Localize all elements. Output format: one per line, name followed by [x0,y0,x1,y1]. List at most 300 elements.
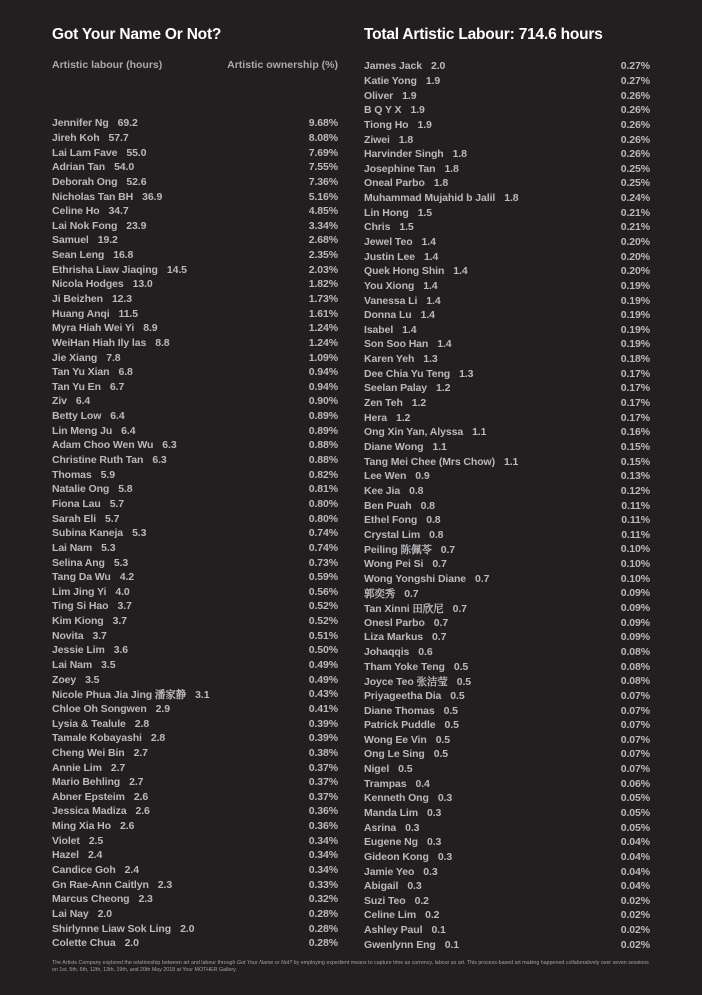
contributor-name: Celine Ho [52,205,100,218]
ownership-percent: 7.36% [308,175,338,188]
ownership-percent: 0.27% [620,60,650,73]
labour-hours: 5.8 [118,483,133,496]
labour-hours: 3.5 [101,659,116,672]
contributor-name: Lai Nok Fong [52,219,118,232]
contributor-row [364,732,650,747]
labour-hours: 0.7 [433,616,449,629]
ownership-percent: 0.08% [620,660,650,673]
labour-hours: 2.0 [97,907,112,920]
contributor-label [52,147,146,159]
contributor-label [52,644,128,656]
labour-hours: 1.4 [437,338,452,351]
contributor-name: Ong Le Sing [364,748,425,761]
labour-hours: 6.4 [75,395,91,408]
ownership-percent: 0.08% [620,645,650,658]
contributor-label [52,220,146,232]
contributor-label [364,674,471,689]
labour-hours: 19.2 [97,234,118,247]
contributor-name: Lim Jing Yi [52,585,107,598]
contributor-row [364,557,650,572]
ownership-percent: 0.10% [620,543,650,556]
labour-hours: 0.3 [407,880,422,893]
contributor-row [364,645,650,660]
contributor-name: Sean Leng [52,249,105,262]
contributor-row [364,103,650,118]
contributor-label [364,295,441,307]
contributor-name: Muhammad Mujahid b Jalil [364,192,496,205]
contributor-label [364,851,452,863]
labour-hours: 0.3 [423,865,438,878]
contributor-row [364,469,650,484]
labour-hours: 0.3 [437,850,453,863]
labour-hours: 0.5 [450,689,465,702]
contributor-label [364,441,447,453]
ownership-percent: 0.09% [620,587,650,600]
contributor-label [52,337,170,349]
contributor-row [52,789,338,804]
contributor-label [52,718,149,730]
ownership-percent: 0.36% [308,820,338,833]
contributor-name: Tang Mei Chee (Mrs Chow) [364,455,495,468]
contributor-label [364,836,441,848]
contributor-name: Subina Kaneja [52,527,124,540]
contributor-label [52,776,143,788]
contributor-name: Ming Xia Ho [52,820,111,833]
ownership-percent: 0.32% [308,893,338,906]
labour-hours: 2.7 [110,761,126,774]
contributor-name: Annie Lim [52,761,102,774]
contributor-label [364,60,445,72]
contributor-name: Lai Lam Fave [52,146,118,159]
contributor-row [364,820,650,835]
contributor-name: Gideon Kong [364,850,429,863]
contributor-label [364,221,414,233]
contributor-name: Isabel [364,323,394,336]
contributor-name: Harvinder Singh [364,148,444,161]
contributor-row [52,526,338,541]
contributor-name: Thomas [52,468,92,481]
contributor-row [52,438,338,453]
contributor-name: Son Soo Han [364,338,429,351]
ownership-percent: 8.08% [308,131,338,144]
contributor-name: Seelan Palay [364,382,428,395]
labour-hours: 0.7 [432,558,447,571]
total-labour-title: Total Artistic Labour: 714.6 hours [364,26,603,43]
ownership-percent: 1.82% [308,278,338,291]
contributor-row [364,542,650,557]
ownership-percent: 0.26% [620,118,650,131]
contributor-label [52,469,115,481]
contributor-name: Vanessa Li [364,294,418,307]
contributor-label [52,879,172,891]
ownership-percent: 0.34% [308,863,338,876]
contributor-row [364,484,650,499]
labour-hours: 0.1 [444,938,460,951]
contributor-row [52,204,338,219]
contributor-row [364,161,650,176]
contributor-row [364,615,650,630]
labour-hours: 1.8 [444,162,459,175]
contributor-row [52,892,338,907]
labour-hours: 0.5 [433,748,449,761]
contributor-row [364,835,650,850]
labour-hours: 3.7 [117,600,132,613]
ownership-percent: 0.04% [620,836,650,849]
contributor-label [364,324,416,336]
contributor-row [52,409,338,424]
contributor-label [364,542,455,557]
contributor-name: Hazel [52,849,79,862]
contributor-label [52,176,146,188]
ownership-percent: 0.19% [620,309,650,322]
contributor-row [364,894,650,909]
ownership-percent: 0.81% [308,483,338,496]
labour-hours: 2.0 [124,937,139,950]
contributor-row [364,74,650,89]
labour-hours: 34.7 [108,205,129,218]
labour-hours: 8.9 [143,322,158,335]
footer-note [52,960,652,973]
ownership-percent: 0.10% [620,558,650,571]
labour-hours: 6.4 [110,410,125,423]
contributor-label [364,792,452,804]
contributor-name: Ethel Fong [364,514,418,527]
contributor-label [364,866,438,878]
ownership-percent: 0.19% [620,323,650,336]
labour-hours: 1.3 [423,353,438,366]
contributor-name: Chris [364,221,391,234]
labour-hours: 6.3 [162,439,177,452]
contributor-name: B Q Y X [364,104,402,117]
contributor-row [52,760,338,775]
contributor-row [364,718,650,733]
contributor-row [52,936,338,951]
labour-hours: 57.7 [108,131,129,144]
contributor-label [52,849,102,861]
ownership-percent: 0.16% [620,426,650,439]
contributor-row [52,160,338,175]
contributor-row [52,863,338,878]
ownership-percent: 2.03% [308,263,338,276]
contributor-row [364,366,650,381]
contributor-row [364,806,650,821]
contributor-name: Lin Hong [364,206,409,219]
ownership-percent: 0.36% [308,805,338,818]
labour-hours: 0.3 [437,792,453,805]
contributor-label [52,161,134,173]
contributor-label [52,805,150,817]
labour-hours: 1.4 [421,236,436,248]
contributor-name: Diane Wong [364,440,424,453]
contributor-row [52,907,338,922]
contributor-name: Jie Xiang [52,351,98,364]
labour-hours: 1.1 [472,426,487,439]
contributor-row [364,118,650,133]
ownership-percent: 0.49% [308,659,338,672]
labour-hours: 1.3 [459,367,474,380]
labour-hours: 0.7 [404,587,419,600]
contributor-name: Marcus Cheong [52,893,130,906]
ownership-percent: 0.20% [620,236,650,248]
contributor-row [364,88,650,103]
contributor-row [52,292,338,307]
contributor-name: Chloe Oh Songwen [52,702,147,715]
contributor-row [52,511,338,526]
ownership-percent: 0.19% [620,279,650,292]
contributor-label [364,353,438,365]
contributor-name: Mario Behling [52,776,121,789]
contributor-label [52,293,132,305]
ownership-percent: 0.56% [308,585,338,598]
labour-hours: 14.5 [166,263,187,276]
contributor-row [364,337,650,352]
contributor-name: Eugene Ng [364,836,418,849]
ownership-percent: 0.07% [620,689,650,702]
labour-hours: 1.8 [433,177,449,190]
contributor-name: Lai Nay [52,907,89,920]
labour-hours: 1.9 [410,104,425,117]
contributor-name: Katie Yong [364,74,417,87]
contributor-name: Suzi Teo [364,894,406,907]
ownership-percent: 0.88% [308,454,338,467]
contributor-label [52,835,103,847]
contributor-label [52,615,127,627]
labour-hours: 1.2 [436,382,451,395]
contributor-label [52,249,133,261]
labour-hours: 6.8 [118,366,133,379]
ownership-percent: 0.37% [308,761,338,774]
contributor-label [52,908,112,920]
contributor-row [52,672,338,687]
ownership-percent: 0.07% [620,763,650,776]
contributor-name: Nicholas Tan BH [52,190,134,203]
labour-hours: 2.4 [87,849,103,862]
contributor-name: Gn Rae-Ann Caitlyn [52,878,149,891]
contributor-row [364,879,650,894]
contributor-label [364,646,433,658]
ownership-percent: 0.28% [308,937,338,950]
labour-hours: 0.1 [431,924,446,937]
contributor-name: Novita [52,629,84,642]
contributor-row [52,116,338,131]
contributor-label [52,439,177,451]
contributor-label [364,265,468,277]
ownership-percent: 0.17% [620,382,650,395]
contributor-name: Tiong Ho [364,118,409,131]
contributor-name: Ashley Paul [364,924,423,937]
contributor-label [52,864,139,876]
contributor-name: Kenneth Ong [364,792,429,805]
contributor-name: Jessie Lim [52,644,105,657]
labour-hours: 1.5 [399,221,414,234]
contributor-name: Tang Da Wu [52,571,111,584]
contributor-row [364,235,650,250]
labour-hours: 1.9 [417,118,432,131]
ownership-percent: 0.07% [620,704,650,717]
contributor-row [52,482,338,497]
labour-hours: 4.2 [119,571,134,584]
contributor-label [364,470,430,482]
ownership-percent: 0.27% [620,74,650,87]
contributor-label [364,778,430,790]
contributor-label [52,366,133,378]
contributor-row [364,674,650,689]
contributor-label [364,690,465,702]
ownership-percent: 0.18% [620,353,650,366]
contributor-name: Ting Si Hao [52,600,109,613]
ownership-percent: 0.41% [308,702,338,715]
contributor-row [52,248,338,263]
contributor-name: Ziwei [364,133,390,146]
labour-hours: 2.6 [135,805,150,818]
right-contributor-list [364,59,650,952]
ownership-percent: 0.74% [308,541,338,554]
ownership-column-header: Artistic ownership (%) [227,59,338,71]
ownership-percent: 0.28% [308,922,338,935]
ownership-percent: 0.89% [308,410,338,423]
labour-hours: 36.9 [142,190,163,203]
contributor-row [364,132,650,147]
labour-hours: 1.8 [398,133,414,146]
contributor-name: Kim Kiong [52,615,104,628]
labour-hours: 0.5 [443,704,458,717]
contributor-name: Jennifer Ng [52,117,109,130]
contributor-name: Tamale Kobayashi [52,732,142,745]
ownership-percent: 0.26% [620,133,650,146]
contributor-row [364,791,650,806]
ownership-percent: 0.09% [620,616,650,629]
ownership-percent: 1.09% [308,351,338,364]
contributor-name: Jireh Koh [52,131,100,144]
ownership-percent: 0.11% [621,514,650,527]
ownership-percent: 0.12% [620,484,650,497]
labour-hours: 1.1 [432,440,447,453]
ownership-percent: 4.85% [308,205,338,218]
labour-hours: 0.5 [435,733,450,746]
contributor-row [364,425,650,440]
contributor-row [364,923,650,938]
page-title: Got Your Name Or Not? [52,26,222,43]
ownership-percent: 0.43% [308,688,338,701]
labour-hours: 2.3 [138,893,153,906]
ownership-percent: 0.15% [620,455,650,468]
contributor-name: Zen Teh [364,397,403,410]
contributor-label [52,893,153,905]
labour-hours: 1.9 [402,89,417,102]
contributor-row [52,453,338,468]
contributor-name: Trampas [364,777,407,790]
contributor-label [52,586,130,598]
ownership-percent: 0.26% [620,89,650,102]
contributor-name: Dee Chia Yu Teng [364,367,451,380]
contributor-name: Ji Beizhen [52,293,103,305]
ownership-percent: 0.19% [620,294,650,307]
contributor-name: Asrina [364,821,397,834]
contributor-name: Johaqqis [364,645,410,658]
contributor-label [52,659,115,671]
contributor-name: Oneal Parbo [364,177,425,190]
contributor-label [364,661,468,673]
labour-hours: 16.8 [113,249,134,262]
contributor-row [364,249,650,264]
ownership-percent: 0.07% [620,748,650,761]
contributor-label [52,308,138,320]
contributor-label [52,498,124,510]
contributor-row [52,848,338,863]
contributor-name: Manda Lim [364,806,418,819]
contributor-row [364,396,650,411]
contributor-name: Ben Puah [364,499,412,512]
labour-hours: 2.0 [180,922,195,935]
ownership-percent: 0.21% [620,206,650,219]
labour-hours: 6.3 [152,454,167,467]
contributor-label [364,397,426,409]
contributor-row [364,659,650,674]
labour-hours: 2.0 [430,60,446,73]
labour-hours: 13.0 [132,278,153,291]
labour-hours: 0.9 [415,470,430,483]
contributor-label [364,456,518,468]
contributor-label [364,485,423,497]
ownership-percent: 0.02% [620,909,650,922]
contributor-name: Lai Nam [52,541,93,554]
contributor-name: Justin Lee [364,250,415,263]
ownership-percent: 2.35% [308,249,338,262]
contributor-row [364,703,650,718]
labour-hours: 0.3 [426,806,442,819]
labour-hours: 1.8 [452,148,467,161]
contributor-name: Patrick Puddle [364,719,436,732]
contributor-row [364,308,650,323]
ownership-percent: 1.24% [308,336,338,349]
ownership-percent: 0.07% [620,719,650,732]
contributor-label [52,600,132,612]
contributor-name: Nicola Hodges [52,278,124,291]
footer-text-end: by employing expedient means to capture time as currency, labour as art. This process-based art making happened collaboratively over seven sessions on 1st, 5th, 6th, 12th, 13th, 19th, and 20th May 2018 at Your MOTHER Gallery. [52,960,649,973]
contributor-label [364,705,458,717]
contributor-row [364,176,650,191]
contributor-row [364,352,650,367]
labour-hours: 2.3 [157,878,173,891]
contributor-label [364,617,448,629]
ownership-percent: 0.17% [620,411,650,424]
labour-hours: 6.4 [121,424,136,437]
contributor-label [364,426,486,438]
labour-hours: 12.3 [111,293,132,305]
contributor-label [364,807,441,819]
contributor-label [52,732,165,744]
contributor-name: Zoey [52,673,77,686]
contributor-row [364,850,650,865]
contributor-label [364,177,448,189]
contributor-label [364,309,435,321]
contributor-name: Lin Meng Ju [52,424,113,437]
contributor-name: Deborah Ong [52,175,118,188]
contributor-row [52,321,338,336]
ownership-percent: 0.15% [620,440,650,453]
contributor-row [364,528,650,543]
ownership-percent: 0.50% [308,644,338,657]
contributor-name: Gwenlynn Eng [364,938,436,951]
labour-column-header: Artistic labour (hours) [52,59,163,71]
labour-hours: 0.7 [452,602,467,615]
labour-hours: 2.6 [119,820,135,833]
contributor-name: Hera [364,411,387,424]
labour-hours: 1.2 [411,397,427,410]
contributor-row [52,145,338,160]
labour-hours: 8.8 [155,336,170,349]
ownership-percent: 7.69% [308,146,338,159]
